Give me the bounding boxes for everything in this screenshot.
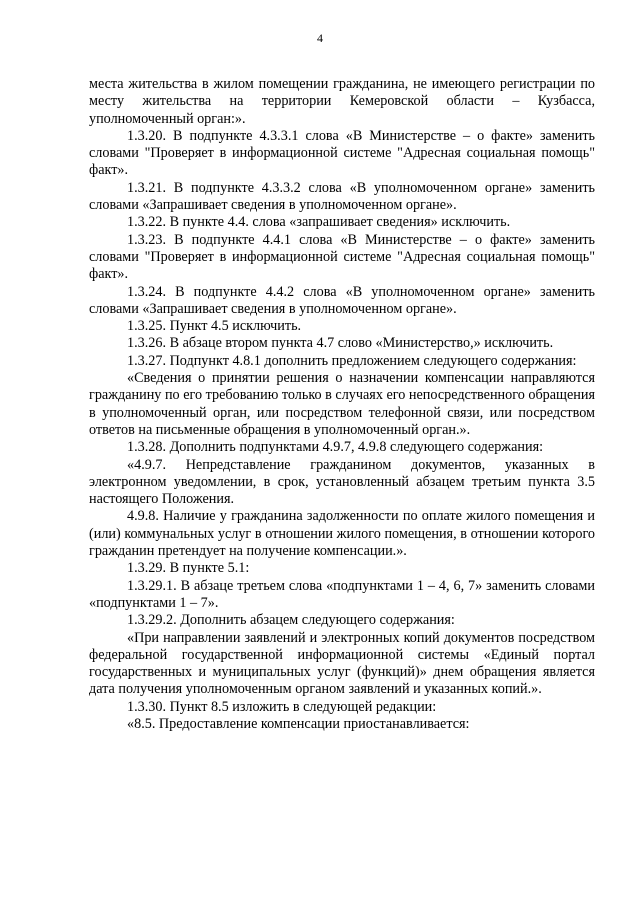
paragraph: 1.3.29.2. Дополнить абзацем следующего содержания: <box>127 612 455 629</box>
paragraph: 1.3.21. В подпункте 4.3.3.2 слова «В уполномоченном органе» заменить словами «Запрашивает сведения в уполномоченном органе». <box>89 179 595 214</box>
paragraph: «Сведения о принятии решения о назначении компенсации направляются гражданину по его требованию только в случаях его непосредственного обращения в уполномоченный орган, или посредством телефонной связи, или посредством ответов на письменные обращения в уполномоченный орган.». <box>89 370 595 438</box>
paragraph: 1.3.23. В подпункте 4.4.1 слова «В Министерстве – о факте» заменить словами "Проверяет в информационной системе "Адресная социальная помощь" факт». <box>89 231 595 283</box>
paragraph: 1.3.20. В подпункте 4.3.3.1 слова «В Министерстве – о факте» заменить словами "Проверяет в информационной системе "Адресная социальная помощь" факт». <box>89 127 595 179</box>
paragraph: 1.3.26. В абзаце втором пункта 4.7 слово «Министерство,» исключить. <box>127 335 554 352</box>
paragraph: 1.3.25. Пункт 4.5 исключить. <box>127 318 302 335</box>
paragraph: «4.9.7. Непредставление гражданином документов, указанных в электронном уведомлении, в срок, установленный абзацем третьим пункта 3.5 настоящего Положения. <box>89 456 595 508</box>
paragraph: 1.3.27. Подпункт 4.8.1 дополнить предложением следующего содержания: <box>127 352 577 369</box>
paragraph: 1.3.29. В пункте 5.1: <box>127 560 250 577</box>
page-number: 4 <box>317 31 323 45</box>
paragraph: 1.3.24. В подпункте 4.4.2 слова «В уполномоченном органе» заменить словами «Запрашивает сведения в уполномоченном органе». <box>89 283 595 317</box>
paragraph: 1.3.28. Дополнить подпунктами 4.9.7, 4.9.8 следующего содержания: <box>127 439 544 456</box>
paragraph: места жительства в жилом помещении гражданина, не имеющего регистрации по месту жительства на территории Кемеровской области – Кузбасса, уполномоченный орган:». <box>89 76 595 127</box>
paragraph: 1.3.30. Пункт 8.5 изложить в следующей редакции: <box>127 698 437 715</box>
paragraph: «При направлении заявлений и электронных копий документов посредством федеральной государственной информационной системы «Единый портал государственных и муниципальных услуг (функций)» днем обращения является дата получения уполномоченным органом заявлений и указанных копий.». <box>89 629 595 698</box>
document-body <box>89 76 595 733</box>
paragraph: «8.5. Предоставление компенсации приостанавливается: <box>127 715 470 732</box>
paragraph: 4.9.8. Наличие у гражданина задолженности по оплате жилого помещения и (или) коммунальных услуг в отношении жилого помещения, в отношении которого гражданин претендует на получение компенсации.». <box>89 508 595 560</box>
paragraph: 1.3.22. В пункте 4.4. слова «запрашивает сведения» исключить. <box>127 214 511 231</box>
paragraph: 1.3.29.1. В абзаце третьем слова «подпунктами 1 – 4, 6, 7» заменить словами «подпунктами 1 – 7». <box>89 577 595 611</box>
